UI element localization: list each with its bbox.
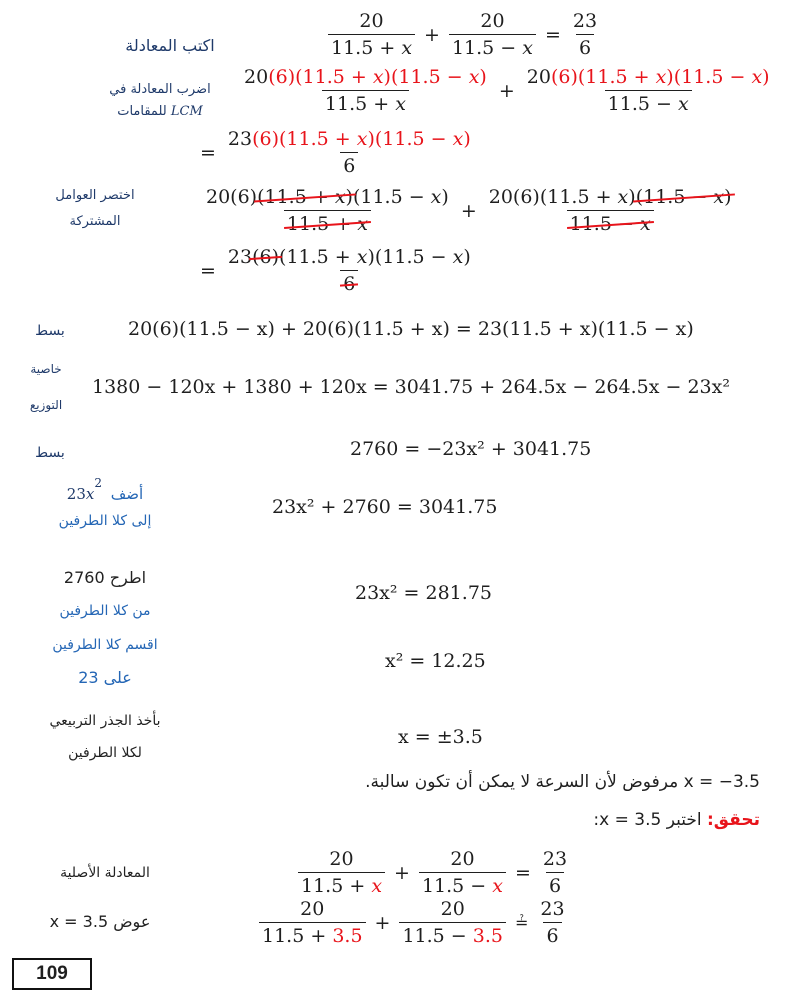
step-label-sqrt-line2: لكلا الطرفين bbox=[68, 745, 142, 761]
step-label-cancel-line2: المشتركة bbox=[69, 214, 121, 229]
equation-step-10: x = ±3.5 bbox=[398, 726, 483, 748]
equation-step-9: x² = 12.25 bbox=[385, 650, 486, 672]
equation-step-8: 23x² = 281.75 bbox=[355, 582, 492, 604]
step-label-distribute-line2: التوزيع bbox=[29, 398, 63, 412]
equation-step-4: 20(6)(11.5 − x) + 20(6)(11.5 + x) = 23(11.5 + x)(11.5 − x) bbox=[128, 318, 694, 340]
equation-step-5: 1380 − 120x + 1380 + 120x = 3041.75 + 264.5x − 264.5x − 23x² bbox=[92, 376, 730, 398]
equation-step-6: 2760 = −23x² + 3041.75 bbox=[350, 438, 592, 460]
cancelled-equation-lhs: $\frac{20(6)(11.5 + x)(11.5 - x)}{11.5 + x}$ + $\frac{20(6)(11.5 + x)(11.5 - x)}{11.5 - x}$ bbox=[206, 186, 732, 235]
verify-label-substitute: عوض x = 3.5 bbox=[49, 912, 151, 931]
step-label-multiply-line1: اضرب المعادلة في bbox=[109, 82, 211, 97]
verify-substituted-equation: $\frac{20}{11.5 + 3.5}$ + $\frac{20}{11.5 - 3.5}$ ≟ $\frac{23}{6}$ bbox=[256, 898, 571, 947]
step-label-sqrt-line1: بأخذ الجذر التربيعي bbox=[49, 713, 161, 729]
step-label-divide-line2: على 23 bbox=[78, 668, 132, 687]
step-label-add-line1: أضف $23x^2$ bbox=[66, 476, 144, 503]
original-equation: $\frac{20}{11.5 + x}$ + $\frac{20}{11.5 - x}$ = $\frac{23}{6}$ bbox=[325, 10, 603, 59]
verify-original-equation: $\frac{20}{11.5 + x}$ + $\frac{20}{11.5 - x}$ = $\frac{23}{6}$ bbox=[295, 848, 573, 897]
step-label-cancel-line1: اختصر العوامل bbox=[55, 188, 135, 203]
step-label-multiply-line2: LCM للمقامات bbox=[117, 104, 203, 119]
verify-label-original: المعادلة الأصلية bbox=[60, 865, 150, 881]
check-heading bbox=[593, 810, 760, 830]
step-label-subtract-line2: من كلا الطرفين bbox=[59, 603, 151, 619]
multiplied-equation-rhs: = $\frac{23(6)(11.5 + x)(11.5 - x)}{6}$ bbox=[200, 128, 471, 177]
check-word: تحقق: bbox=[707, 810, 760, 830]
equation-step-7: 23x² + 2760 = 3041.75 bbox=[272, 496, 498, 518]
step-label-simplify-1: بسط bbox=[35, 323, 65, 339]
check-instruction: اختبر x = 3.5: bbox=[593, 810, 702, 830]
cancelled-equation-rhs: = $\frac{23(6)(11.5 + x)(11.5 - x)}{6}$ bbox=[200, 246, 471, 295]
rejected-solution-note: x = −3.5 مرفوض لأن السرعة لا يمكن أن تكون سالبة. bbox=[365, 772, 760, 792]
step-label-subtract-line1: اطرح 2760 bbox=[63, 568, 147, 587]
step-label-add-line2: إلى كلا الطرفين bbox=[58, 513, 152, 529]
lcm-term: LCM bbox=[170, 104, 203, 119]
step-label-divide-line1: اقسم كلا الطرفين bbox=[52, 637, 158, 653]
multiplied-equation-lhs: $\frac{20(6)(11.5 + x)(11.5 - x)}{11.5 + x}$ + $\frac{20(6)(11.5 + x)(11.5 - x)}{11.5 - x}$ bbox=[244, 66, 770, 115]
page-number: 109 bbox=[12, 958, 92, 990]
step-label-simplify-2: بسط bbox=[35, 445, 65, 461]
term-23x2: $23x^2$ bbox=[66, 476, 102, 503]
step-label-write-equation: اكتب المعادلة bbox=[125, 36, 215, 55]
step-label-distribute-line1: خاصية bbox=[30, 362, 62, 376]
